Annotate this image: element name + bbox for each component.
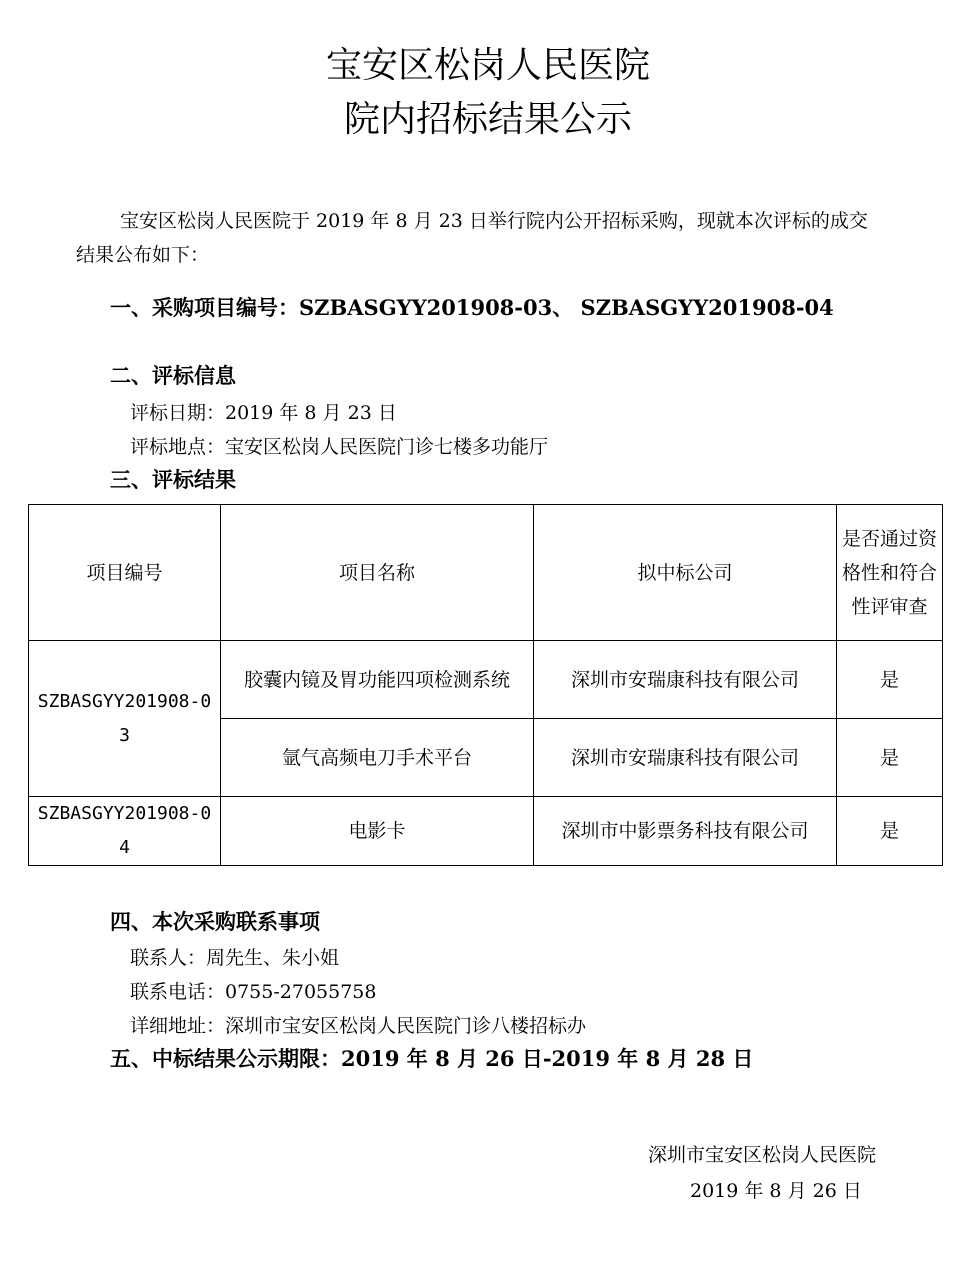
section-publicity-period: 五、中标结果公示期限：2019 年 8 月 26 日-2019 年 8 月 28 日	[110, 1046, 754, 1071]
document-title: 宝安区松岗人民医院	[325, 45, 650, 86]
contact-person: 联系人：周先生、朱小姐	[130, 947, 340, 969]
section-contact-info: 四、本次采购联系事项	[110, 909, 320, 934]
signature-date: 2019 年 8 月 26 日	[690, 1180, 862, 1202]
cell-company: 深圳市安瑞康科技有限公司	[534, 719, 837, 797]
evaluation-location: 评标地点：宝安区松岗人民医院门诊七楼多功能厅	[130, 436, 549, 458]
table-header-row	[29, 505, 943, 641]
cell-project-name: 氩气高频电刀手术平台	[221, 719, 534, 797]
section-evaluation-results: 三、评标结果	[110, 467, 236, 492]
table-row	[29, 641, 943, 719]
section-evaluation-info: 二、评标信息	[110, 363, 236, 388]
contact-phone: 联系电话：0755-27055758	[130, 981, 377, 1003]
cell-company: 深圳市中影票务科技有限公司	[534, 797, 837, 866]
section-procurement-number: 一、采购项目编号：SZBASGYY201908-03、 SZBASGYY201908-04	[110, 295, 834, 320]
header-qualification-review: 是否通过资格性和符合性评审查	[837, 505, 943, 641]
cell-project-name: 电影卡	[221, 797, 534, 866]
cell-passed: 是	[837, 719, 943, 797]
intro-line-1: 宝安区松岗人民医院于 2019 年 8 月 23 日举行院内公开招标采购，现就本次评标的成交	[120, 210, 868, 232]
table-row	[29, 797, 943, 866]
header-project-name: 项目名称	[221, 505, 534, 641]
intro-line-2: 结果公布如下：	[76, 244, 210, 266]
evaluation-date: 评标日期：2019 年 8 月 23 日	[130, 402, 397, 424]
signature-organization: 深圳市宝安区松岗人民医院	[648, 1144, 877, 1166]
cell-project-code: SZBASGYY201908-04	[29, 797, 221, 866]
cell-project-name: 胶囊内镜及胃功能四项检测系统	[221, 641, 534, 719]
cell-passed: 是	[837, 797, 943, 866]
cell-company: 深圳市安瑞康科技有限公司	[534, 641, 837, 719]
contact-address: 详细地址：深圳市宝安区松岗人民医院门诊八楼招标办	[130, 1015, 587, 1037]
results-table	[28, 504, 943, 866]
cell-passed: 是	[837, 641, 943, 719]
document-subtitle: 院内招标结果公示	[343, 99, 632, 140]
intro-paragraph	[76, 204, 916, 272]
cell-project-code: SZBASGYY201908-03	[29, 641, 221, 797]
header-winning-company: 拟中标公司	[534, 505, 837, 641]
header-project-code: 项目编号	[29, 505, 221, 641]
